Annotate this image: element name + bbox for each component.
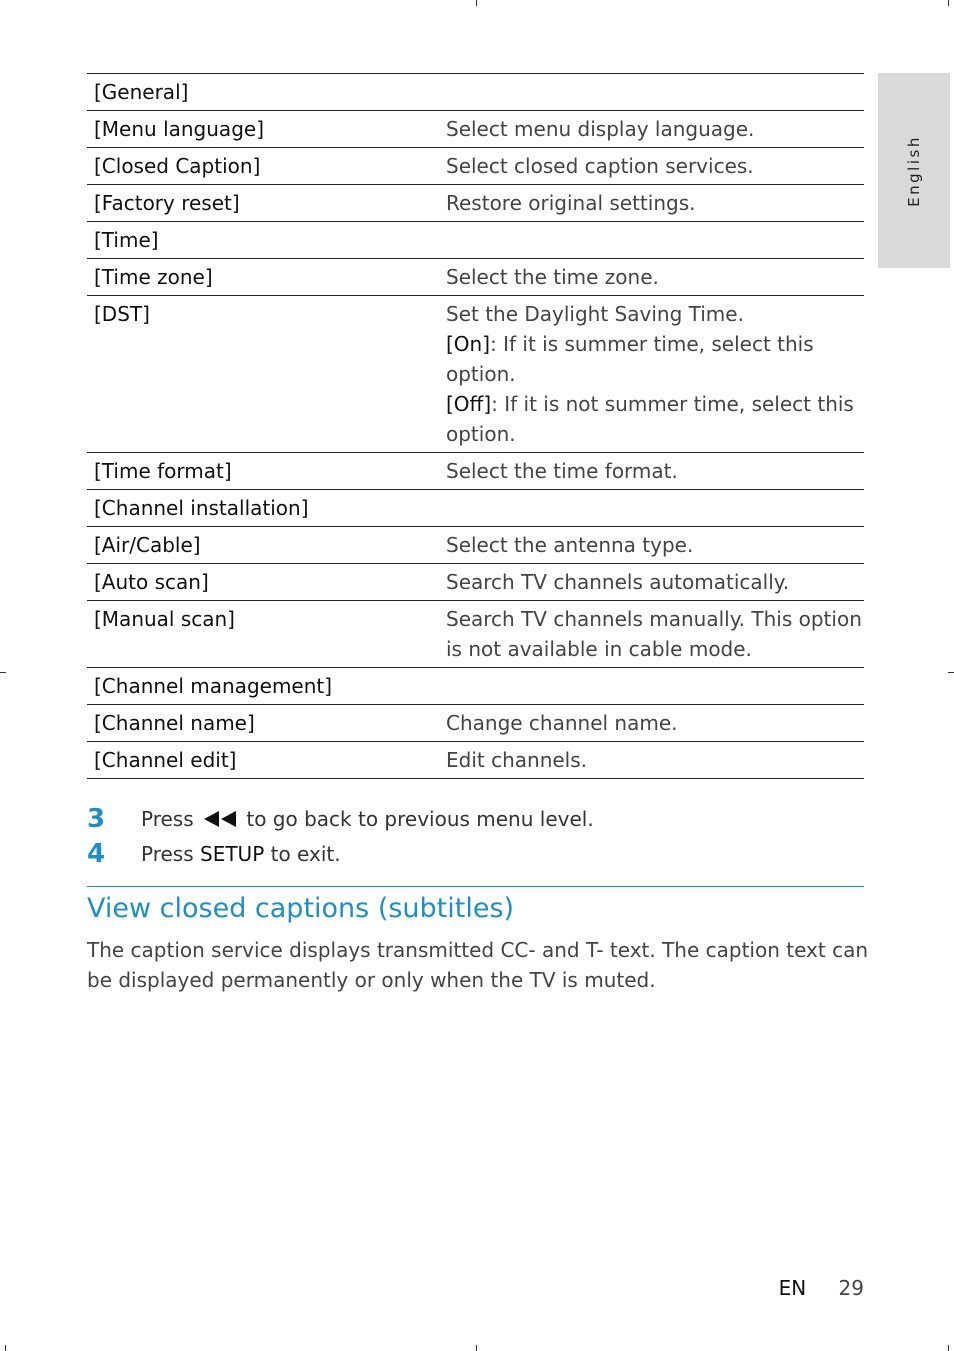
description-text: Select the time format. [446,459,678,483]
option-description [446,564,864,601]
option-name: [Air/Cable] [87,527,446,564]
description-text: Select the antenna type. [446,533,694,557]
description-sub-item [446,389,864,449]
sub-item-text: : If it is summer time, select this option. [446,332,814,386]
language-tab-label: English [905,134,923,207]
step-4 [87,837,864,872]
table-row [87,111,864,148]
option-description [446,74,864,111]
table-row [87,564,864,601]
rewind-icon [203,810,237,828]
crop-mark [948,672,954,673]
table-section-row [87,74,864,111]
option-description [446,296,864,453]
crop-mark [476,0,477,6]
option-description [446,705,864,742]
table-row [87,527,864,564]
sub-item-key: [Off] [446,392,492,416]
sub-item-text: : If it is not summer time, select this option. [446,392,854,446]
table-row [87,705,864,742]
crop-mark [948,1345,949,1351]
option-description [446,490,864,527]
crop-mark [5,1345,6,1351]
option-description [446,222,864,259]
step-number: 3 [87,804,106,834]
table-row [87,148,864,185]
language-tab [878,73,950,268]
option-description [446,601,864,668]
option-name: [General] [87,74,446,111]
description-text: Select the time zone. [446,265,659,289]
description-text: Set the Daylight Saving Time. [446,302,744,326]
step-text [141,802,594,837]
option-description [446,527,864,564]
crop-mark [476,1345,477,1351]
section-body: The caption service displays transmitted CC- and T- text. The caption text can be displayed permanently or only when the TV is muted. [87,938,869,992]
crop-mark [948,0,949,6]
description-text: Select menu display language. [446,117,755,141]
table-section-row [87,668,864,705]
option-description [446,185,864,222]
table-row [87,185,864,222]
option-name: [Manual scan] [87,601,446,668]
step-text [141,837,341,872]
step-text-after: to go back to previous menu level. [246,807,594,831]
description-text: Edit channels. [446,748,588,772]
table-section-row [87,222,864,259]
crop-mark [0,672,6,673]
table-row [87,259,864,296]
page-footer [779,1276,864,1300]
option-description [446,148,864,185]
settings-table [87,73,864,779]
option-description [446,111,864,148]
table-section-row [87,490,864,527]
sub-item-key: [On] [446,332,491,356]
footer-language: EN [778,1276,807,1300]
table-row [87,453,864,490]
description-text: Restore original settings. [446,191,696,215]
page-number: 29 [838,1276,864,1300]
description-sub-item [446,329,864,389]
description-text: Change channel name. [446,711,678,735]
description-text: Select closed caption services. [446,154,754,178]
option-name: [Time zone] [87,259,446,296]
option-name: [Factory reset] [87,185,446,222]
option-description [446,259,864,296]
option-name: [Time format] [87,453,446,490]
description-text: Search TV channels manually. This option is not available in cable mode. [446,607,862,661]
description-text: Search TV channels automatically. [446,570,790,594]
step-text-before: Press [141,807,194,831]
setup-key-label: SETUP [200,842,265,866]
section-divider [87,886,864,887]
option-name: [Menu language] [87,111,446,148]
option-name: [Channel management] [87,668,446,705]
option-name: [Time] [87,222,446,259]
table-row [87,296,864,453]
table-row [87,742,864,779]
step-3 [87,802,864,837]
option-name: [Closed Caption] [87,148,446,185]
step-text-before: Press [141,842,194,866]
option-name: [Auto scan] [87,564,446,601]
section-title: View closed captions (subtitles) [87,893,515,924]
steps-list [87,802,864,872]
option-name: [Channel edit] [87,742,446,779]
option-name: [Channel installation] [87,490,446,527]
option-name: [DST] [87,296,446,453]
option-description [446,742,864,779]
step-text-after: to exit. [270,842,341,866]
step-number: 4 [87,839,106,869]
table-row [87,601,864,668]
option-description [446,453,864,490]
option-description [446,668,864,705]
option-name: [Channel name] [87,705,446,742]
